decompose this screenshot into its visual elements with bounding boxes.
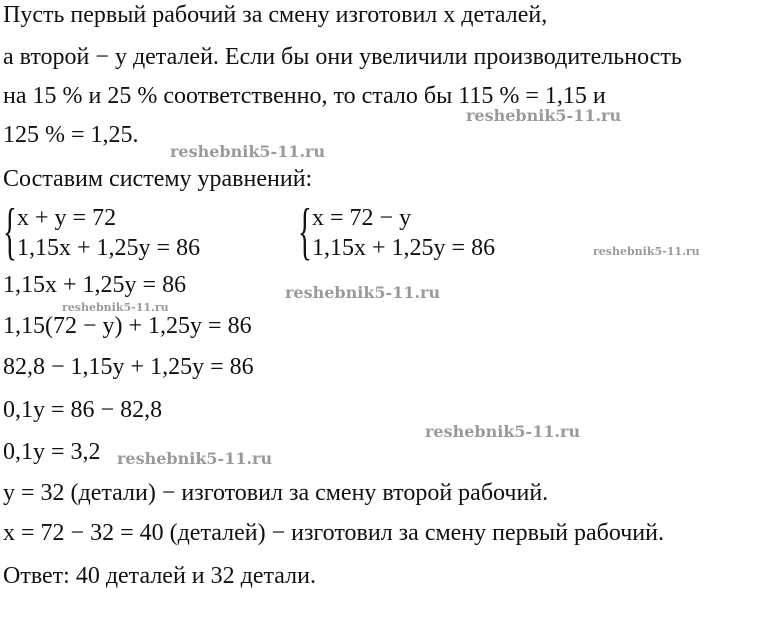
solution-step-3: 82,8 − 1,15y + 1,25y = 86 <box>3 354 254 380</box>
answer-line: Ответ: 40 деталей и 32 детали. <box>3 563 316 589</box>
watermark: reshebnik5-11.ru <box>117 449 273 468</box>
text-line-1: Пусть первый рабочий за смену изготовил x деталей, <box>3 2 548 28</box>
text-line-4: 125 % = 1,25. <box>3 122 139 148</box>
text-line-5: Составим систему уравнений: <box>3 166 313 192</box>
watermark: reshebnik5-11.ru <box>285 283 441 302</box>
watermark: reshebnik5-11.ru <box>62 301 169 314</box>
watermark: reshebnik5-11.ru <box>593 245 700 258</box>
system-brace: { <box>3 195 17 266</box>
solution-step-1: 1,15x + 1,25y = 86 <box>3 272 187 298</box>
system-brace: { <box>298 195 312 266</box>
text-line-2: а второй − y деталей. Если бы они увеличили производительность <box>3 44 682 70</box>
solution-step-5: 0,1y = 3,2 <box>3 439 101 465</box>
solution-step-4: 0,1y = 86 − 82,8 <box>3 397 163 423</box>
system-right-eq-1: x = 72 − y <box>312 205 412 231</box>
solution-step-2: 1,15(72 − y) + 1,25y = 86 <box>3 313 252 339</box>
system-left-eq-2: 1,15x + 1,25y = 86 <box>17 235 201 261</box>
system-right-eq-2: 1,15x + 1,25y = 86 <box>312 235 496 261</box>
watermark: reshebnik5-11.ru <box>425 422 581 441</box>
equation-system-left <box>3 195 263 266</box>
solution-step-6: y = 32 (детали) − изготовил за смену второй рабочий. <box>3 480 549 506</box>
text-line-3: на 15 % и 25 % соответственно, то стало бы 115 % = 1,15 и <box>3 83 606 109</box>
equation-system-right <box>298 195 558 266</box>
watermark: reshebnik5-11.ru <box>170 142 326 161</box>
solution-step-7: x = 72 − 32 = 40 (деталей) − изготовил за смену первый рабочий. <box>3 520 664 546</box>
watermark: reshebnik5-11.ru <box>466 106 622 125</box>
system-left-eq-1: x + y = 72 <box>17 205 117 231</box>
